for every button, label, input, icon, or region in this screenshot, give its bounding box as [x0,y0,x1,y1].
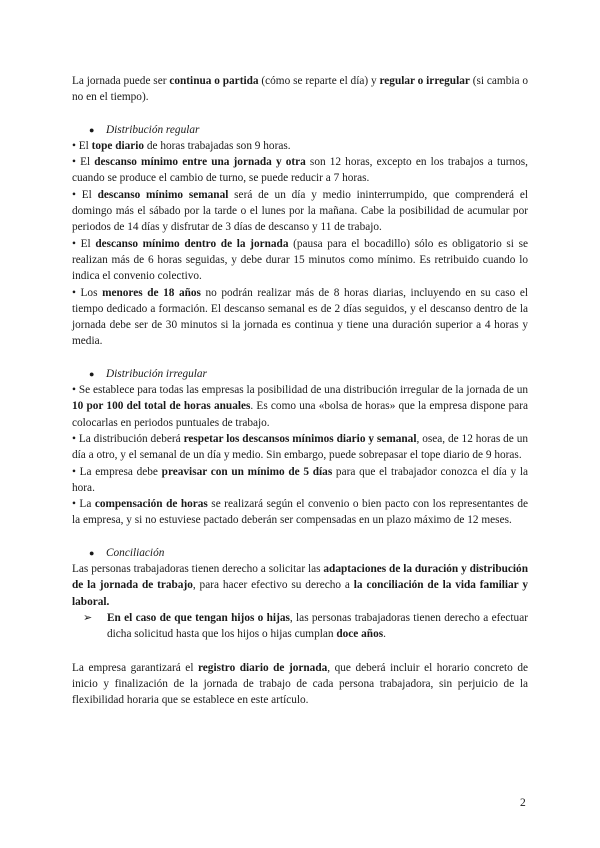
list-item [72,236,528,285]
section-distribucion-irregular [72,366,528,529]
bold-text-run: continua o partida [169,75,259,87]
bold-text-run: compensación de horas [94,498,208,511]
bold-text-run: preavisar con un mínimo de 5 días [161,465,333,478]
text-run: (si cambia o no en el tiempo). [72,75,529,104]
document-body [72,73,528,708]
section-heading [72,366,528,382]
text-run: . [383,628,386,641]
bold-text-run: descanso mínimo entre una jornada y otra [94,156,306,169]
bold-text-run: menores de 18 años [102,286,201,299]
section-heading-text: Conciliación [106,546,165,559]
bold-text-run: En el caso de que tengan hijos o hijas [107,611,290,624]
bold-text-run: 10 por 100 del total de horas anuales [72,400,251,413]
text-run: • El [72,139,92,152]
bold-text-run: descanso mínimo dentro de la jornada [95,237,289,250]
text-run: se realizará según el convenio o bien pacto con los representantes de la empresa, y si no estuviese pactado deberán ser compensadas en un plazo máximo de 12 meses. [72,498,528,527]
list-item [72,464,528,497]
text-run: La empresa garantizará el [72,661,198,674]
bold-text-run: doce años [336,628,384,641]
text-run: (cómo se reparte el día) y [258,75,380,87]
text-run: • El [72,237,96,250]
closing-paragraph [72,660,528,709]
text-run: , para hacer efectivo su derecho a [192,579,354,592]
list-item [72,154,528,187]
text-run: • La empresa debe [72,465,162,478]
section-heading [72,545,528,561]
bold-text-run: adaptaciones de la duración y distribución de la jornada de trabajo [72,563,528,592]
text-run: (pausa para el bocadillo) sólo es obligatorio si se realizan más de 6 horas seguidas, y debe durar 15 minutos como mínimo. Es retribuido cuando lo indica el convenio colectivo. [72,237,528,283]
text-run: , las personas trabajadoras tienen derecho a efectuar dicha solicitud hasta que los hijos o hijas cumplan [107,611,528,641]
arrow-bullet-icon: ➢ [83,611,93,624]
conciliacion-paragraph [72,561,528,610]
list-item [72,138,528,154]
text-run: . Es como una «bolsa de horas» que la empresa dispone para colocarlas en periodos puntuales de trabajo. [72,400,528,429]
bullet-icon: ● [89,124,95,135]
arrow-list-item-text [107,610,528,643]
page-number: 2 [520,797,526,809]
text-run: , osea, de 12 horas de un día a otro, y el semanal de un día y medio. Sin embargo, puede sobrepasar el tope diario de 9 horas. [72,432,528,462]
text-run: • Los [72,286,103,299]
list-item [72,285,528,350]
section-conciliacion [72,545,528,643]
bold-text-run: tope diario [91,139,145,152]
text-run: será de un día y medio ininterrumpido, que comprenderá el domingo más el sábado por la tarde o el lunes por la mañana. Cabe la posibilidad de acumular por periodos de 14 días y disfrutar de 3 días de descanso y 11 de trabajo. [72,188,528,234]
list-item [72,431,528,464]
arrow-list-item [72,610,528,643]
text-run: • La [72,498,95,511]
bold-text-run: registro diario de jornada [197,661,328,674]
bold-text-run: descanso mínimo semanal [97,188,229,201]
text-run: La jornada puede ser [72,75,170,87]
text-run: , que deberá incluir el horario concreto de inicio y finalización de la jornada de trabajo de cada persona trabajadora, sin perjuicio de la flexibilidad horaria que se establece en este artículo. [72,661,528,707]
text-run: Las personas trabajadoras tienen derecho a solicitar las [72,563,324,576]
list-item [72,496,528,529]
bullet-icon: ● [89,368,95,379]
text-run: son 12 horas, excepto en los trabajos a turnos, cuando se produce el cambio de turno, se puede reducir a 7 horas. [72,156,529,185]
list-item [72,382,528,431]
text-run: no podrán realizar más de 8 horas diarias, incluyendo en su caso el tiempo dedicado a formación. El descanso semanal es de 2 días seguidos, y el descanso dentro de la jornada debe ser de 30 minutos si la jornada es continua y tiene una duración superior a 4 horas y media. [72,286,528,348]
bold-text-run: regular o irregular [379,75,470,87]
list-item [72,187,528,236]
text-run: • El [72,156,95,169]
text-run: • El [72,188,98,201]
section-heading [72,122,528,138]
bold-text-run: la conciliación de la vida familiar y laboral. [72,579,528,608]
section-heading-text: Distribución regular [106,123,200,136]
text-run: • Se establece para todas las empresas la posibilidad de una distribución irregular de la jornada de un [72,384,528,397]
intro-paragraph [72,73,528,106]
text-run: • La distribución deberá [72,432,184,445]
text-run: para que el trabajador conozca el día y la hora. [72,465,529,494]
bullet-icon: ● [89,547,95,558]
bold-text-run: respetar los descansos mínimos diario y semanal [183,432,417,445]
section-distribucion-regular [72,122,528,350]
text-run: de horas trabajadas son 9 horas. [144,139,291,152]
section-heading-text: Distribución irregular [106,367,207,380]
